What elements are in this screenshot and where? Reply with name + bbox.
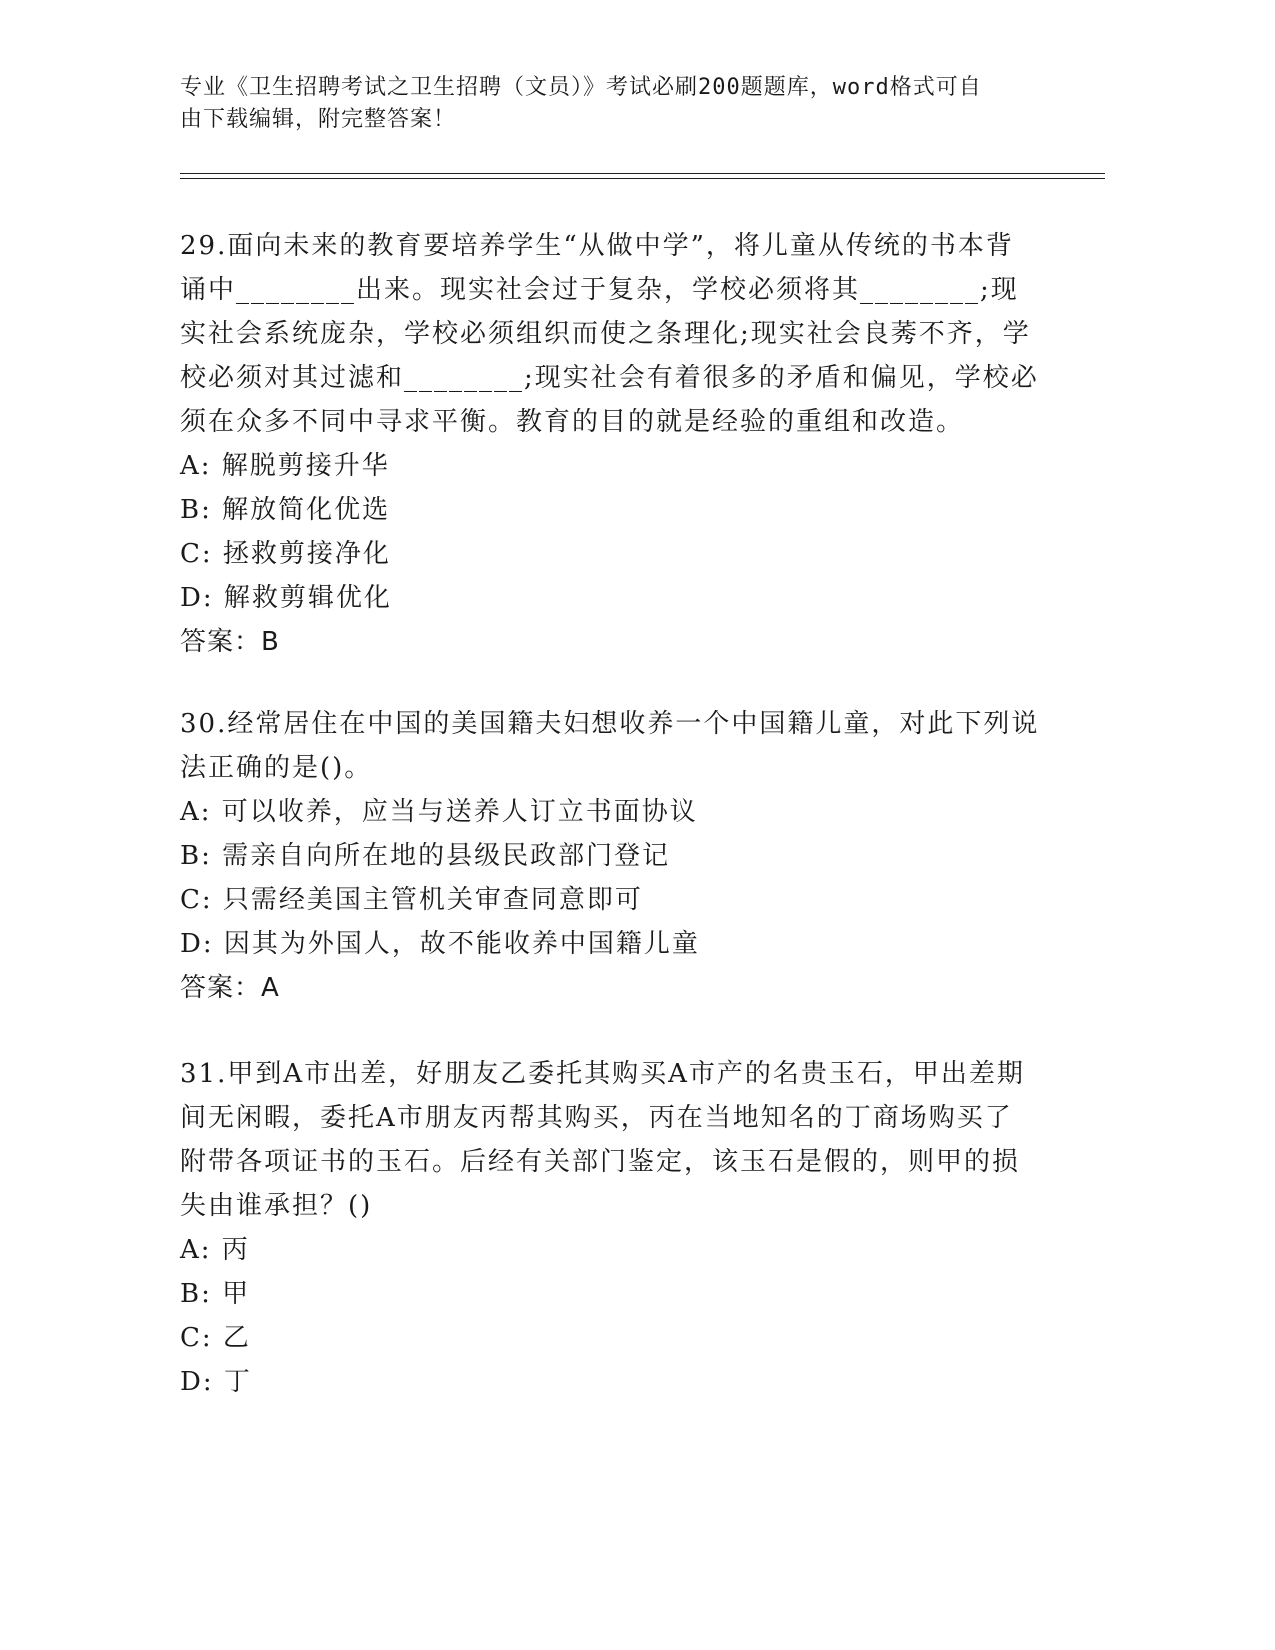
header-line-2: 由下载编辑，附完整答案！ <box>180 107 457 132</box>
header-divider-top <box>180 173 1105 174</box>
option-d: D: 丁 <box>180 1367 252 1397</box>
question-29 <box>180 224 1040 664</box>
option-b: B: 需亲自向所在地的县级民政部门登记 <box>180 841 671 871</box>
option-b: B: 甲 <box>180 1279 251 1309</box>
option-a: A: 可以收养，应当与送养人订立书面协议 <box>180 797 698 827</box>
question-stem: 31.甲到A市出差，好朋友乙委托其购买A市产的名贵玉石，甲出差期间无闲暇，委托A市朋友丙帮其购买，丙在当地知名的丁商场购买了附带各项证书的玉石。后经有关部门鉴定，该玉石是假的，则甲的损失由谁承担？() <box>180 1059 1025 1221</box>
question-31 <box>180 1052 1040 1404</box>
option-a: A: 解脱剪接升华 <box>180 451 390 481</box>
option-c: C: 乙 <box>180 1323 251 1353</box>
header-line-1: 专业《卫生招聘考试之卫生招聘（文员）》考试必刷200题题库，word格式可自 <box>180 75 982 100</box>
option-a: A: 丙 <box>180 1235 250 1265</box>
document-header <box>180 72 1040 136</box>
option-d: D: 解救剪辑优化 <box>180 583 392 613</box>
question-30 <box>180 702 1040 1010</box>
option-d: D: 因其为外国人，故不能收养中国籍儿童 <box>180 929 700 959</box>
question-stem: 30.经常居住在中国的美国籍夫妇想收养一个中国籍儿童，对此下列说法正确的是()。 <box>180 709 1040 783</box>
option-c: C: 拯救剪接净化 <box>180 539 391 569</box>
answer-line: 答案：B <box>180 627 280 657</box>
option-c: C: 只需经美国主管机关审查同意即可 <box>180 885 643 915</box>
option-b: B: 解放简化优选 <box>180 495 391 525</box>
header-divider-bottom <box>180 178 1105 179</box>
answer-line: 答案：A <box>180 973 280 1003</box>
question-stem: 29.面向未来的教育要培养学生“从做中学”，将儿童从传统的书本背诵中________出来。现实社会过于复杂，学校必须将其________;现实社会系统庞杂，学校必须组织而使之条理化;现实社会良莠不齐，学校必须对其过滤和________;现实社会有着很多的矛盾和偏见，学校必须在众多不同中寻求平衡。教育的目的就是经验的重组和改造。 <box>180 231 1039 437</box>
